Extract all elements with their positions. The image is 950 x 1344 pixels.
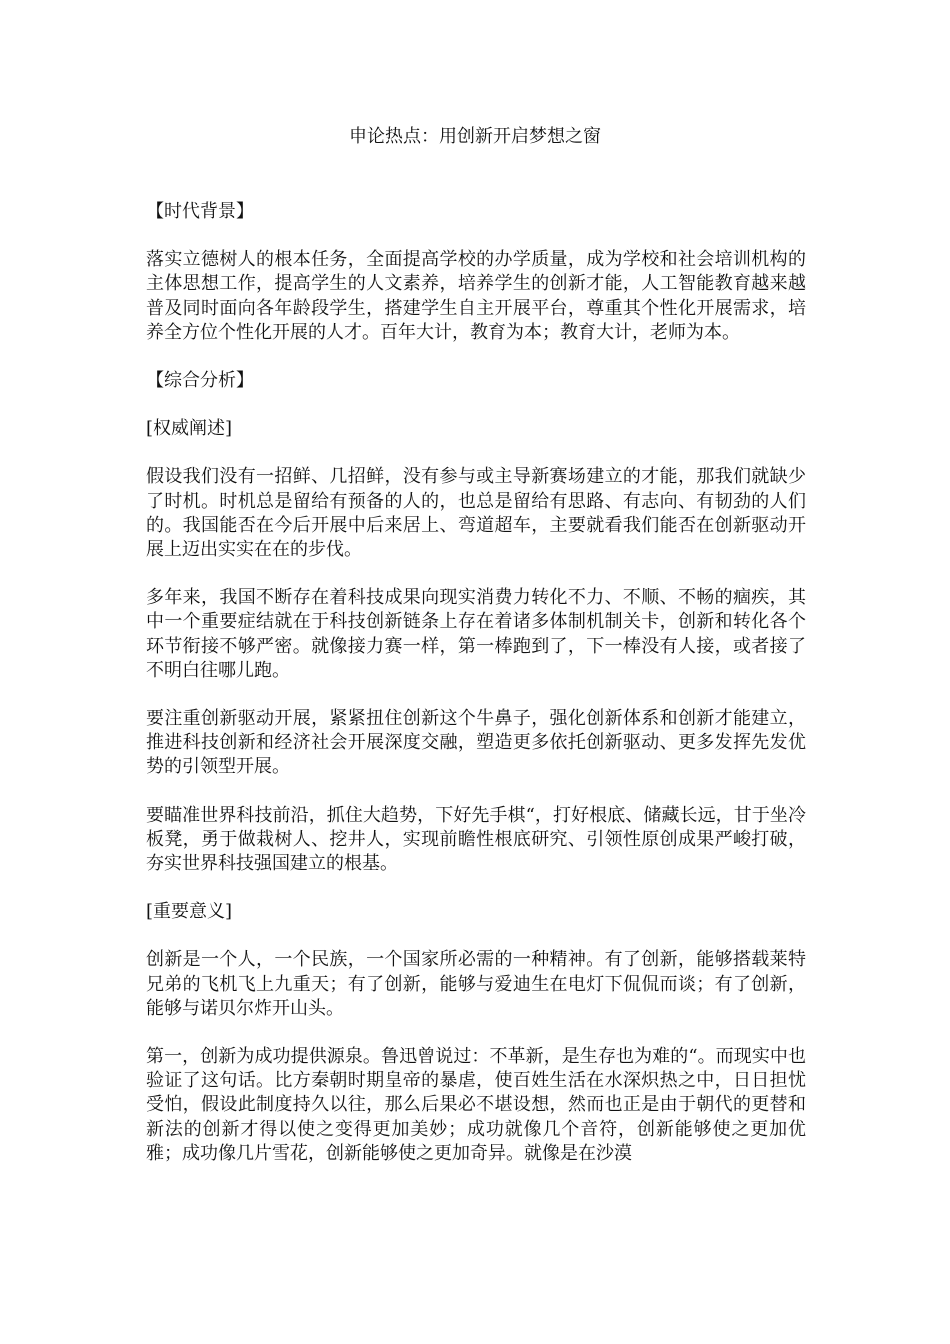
significance-paragraph-2: 第一，创新为成功提供源泉。鲁迅曾说过：不革新，是生存也为难的“。而现实中也验证了这句话。比方秦朝时期皇帝的暴虐，使百姓生活在水深炽热之中，日日担忧受怕，假设此制度持久以往，那么后果必不堪设想，然而也正是由于朝代的更替和新法的创新才得以使之变得更加美妙；成功就像几个音符，创新能够使之更加优雅；成功像几片雪花，创新能够使之更加奇异。就像是在沙漠 <box>146 1046 806 1164</box>
authority-paragraph-4: 要瞄准世界科技前沿，抓住大趋势，下好先手棋“，打好根底、储藏长远，甘于坐冷板凳，勇于做栽树人、挖井人，实现前瞻性根底研究、引领性原创成果严峻打破，夯实世界科技强国建立的根基。 <box>146 804 806 875</box>
authority-paragraph-3: 要注重创新驱动开展，紧紧扭住创新这个牛鼻子，强化创新体系和创新才能建立，推进科技创新和经济社会开展深度交融，塑造更多依托创新驱动、更多发挥先发优势的引领型开展。 <box>146 708 806 778</box>
background-paragraph: 落实立德树人的根本任务，全面提高学校的办学质量，成为学校和社会培训机构的主体思想工作，提高学生的人文素养，培养学生的创新才能，人工智能教育越来越普及同时面向各年龄段学生，搭建学生自主开展平台，尊重其个性化开展需求，培养全方位个性化开展的人才。百年大计，教育为本；教育大计，老师为本。 <box>146 249 806 343</box>
section-heading-background: 【时代背景】 <box>146 201 254 222</box>
section-heading-analysis: 【综合分析】 <box>146 370 254 392</box>
authority-paragraph-1: 假设我们没有一招鲜、几招鲜，没有参与或主导新赛场建立的才能，那我们就缺少了时机。时机总是留给有预备的人的，也总是留给有思路、有志向、有韧劲的人们的。我国能否在今后开展中后来居上、弯道超车，主要就看我们能否在创新驱动开展上迈出实实在在的步伐。 <box>146 466 806 561</box>
document-title: 申论热点：用创新开启梦想之窗 <box>349 126 601 147</box>
sub-heading-significance: [重要意义] <box>146 901 233 923</box>
sub-heading-authority: [权威阐述] <box>146 418 233 440</box>
document-body <box>146 200 806 1190</box>
significance-paragraph-1: 创新是一个人，一个民族，一个国家所必需的一种精神。有了创新，能够搭载莱特兄弟的飞机飞上九重天；有了创新，能够与爱迪生在电灯下侃侃而谈；有了创新，能够与诺贝尔炸开山头。 <box>146 949 806 1019</box>
authority-paragraph-2: 多年来，我国不断存在着科技成果向现实消费力转化不力、不顺、不畅的痼疾，其中一个重要症结就在于科技创新链条上存在着诸多体制机制关卡，创新和转化各个环节衔接不够严密。就像接力赛一样，第一棒跑到了，下一棒没有人接，或者接了不明白往哪儿跑。 <box>146 587 806 681</box>
